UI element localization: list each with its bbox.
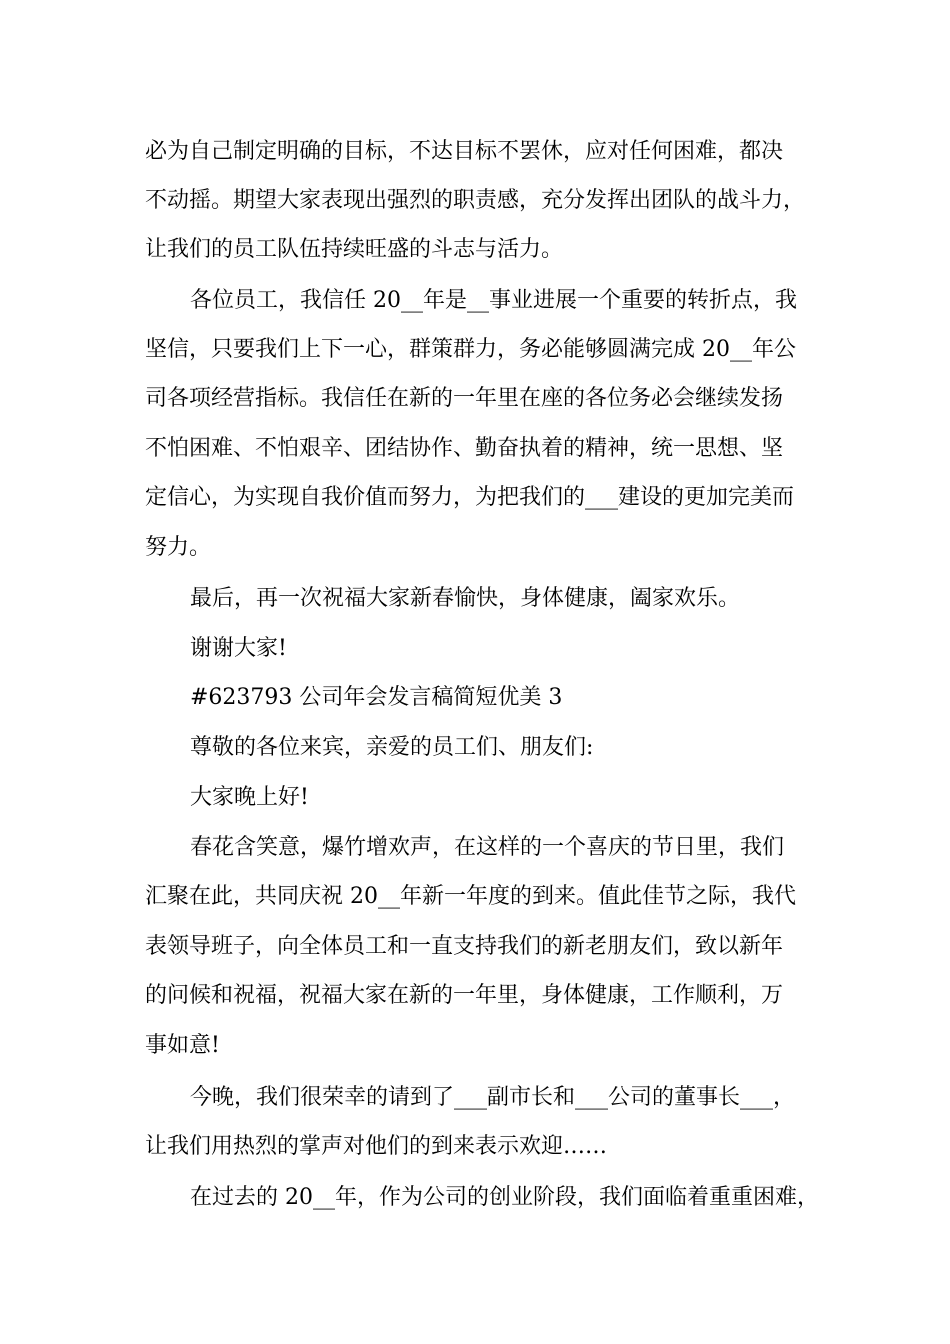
paragraph-line: 定信心，为实现自我价值而努力，为把我们的___建设的更加完美而 — [145, 485, 795, 510]
paragraph-line: 不怕困难、不怕艰辛、团结协作、勤奋执着的精神，统一思想、坚 — [145, 436, 784, 461]
paragraph-line: 司各项经营指标。我信任在新的一年里在座的各位务必会继续发扬 — [145, 386, 784, 411]
paragraph-line: 各位员工，我信任 20__年是__事业进展一个重要的转折点，我 — [190, 288, 797, 313]
paragraph-line: 事如意! — [145, 1033, 220, 1058]
greeting-line: 大家晚上好! — [190, 785, 309, 810]
paragraph-line: 春花含笑意，爆竹增欢声，在这样的一个喜庆的节日里，我们 — [190, 835, 785, 860]
paragraph-line: 在过去的 20__年，作为公司的创业阶段，我们面临着重重困难， — [190, 1185, 819, 1210]
section-heading: #623793 公司年会发言稿简短优美 3 — [190, 685, 563, 710]
paragraph-line: 努力。 — [145, 535, 212, 560]
salutation-line: 尊敬的各位来宾，亲爱的员工们、朋友们: — [190, 735, 594, 760]
paragraph-line: 的问候和祝福，祝福大家在新的一年里，身体健康，工作顺利，万 — [145, 983, 784, 1008]
paragraph-line: 表领导班子，向全体员工和一直支持我们的新老朋友们，致以新年 — [145, 934, 784, 959]
paragraph-line: 最后，再一次祝福大家新春愉快，身体健康，阖家欢乐。 — [190, 586, 741, 611]
paragraph-line: 今晚，我们很荣幸的请到了___副市长和___公司的董事长___， — [190, 1085, 796, 1110]
paragraph-line: 让我们用热烈的掌声对他们的到来表示欢迎…… — [145, 1134, 608, 1159]
paragraph-line: 不动摇。期望大家表现出强烈的职责感，充分发挥出团队的战斗力， — [145, 188, 806, 213]
paragraph-line: 让我们的员工队伍持续旺盛的斗志与活力。 — [145, 237, 564, 262]
paragraph-line: 汇聚在此，共同庆祝 20__年新一年度的到来。值此佳节之际，我代 — [145, 884, 796, 909]
paragraph-line: 谢谢大家! — [190, 636, 287, 661]
paragraph-line: 坚信，只要我们上下一心，群策群力，务必能够圆满完成 20__年公 — [145, 337, 796, 362]
paragraph-line: 必为自己制定明确的目标，不达目标不罢休，应对任何困难，都决 — [145, 139, 784, 164]
